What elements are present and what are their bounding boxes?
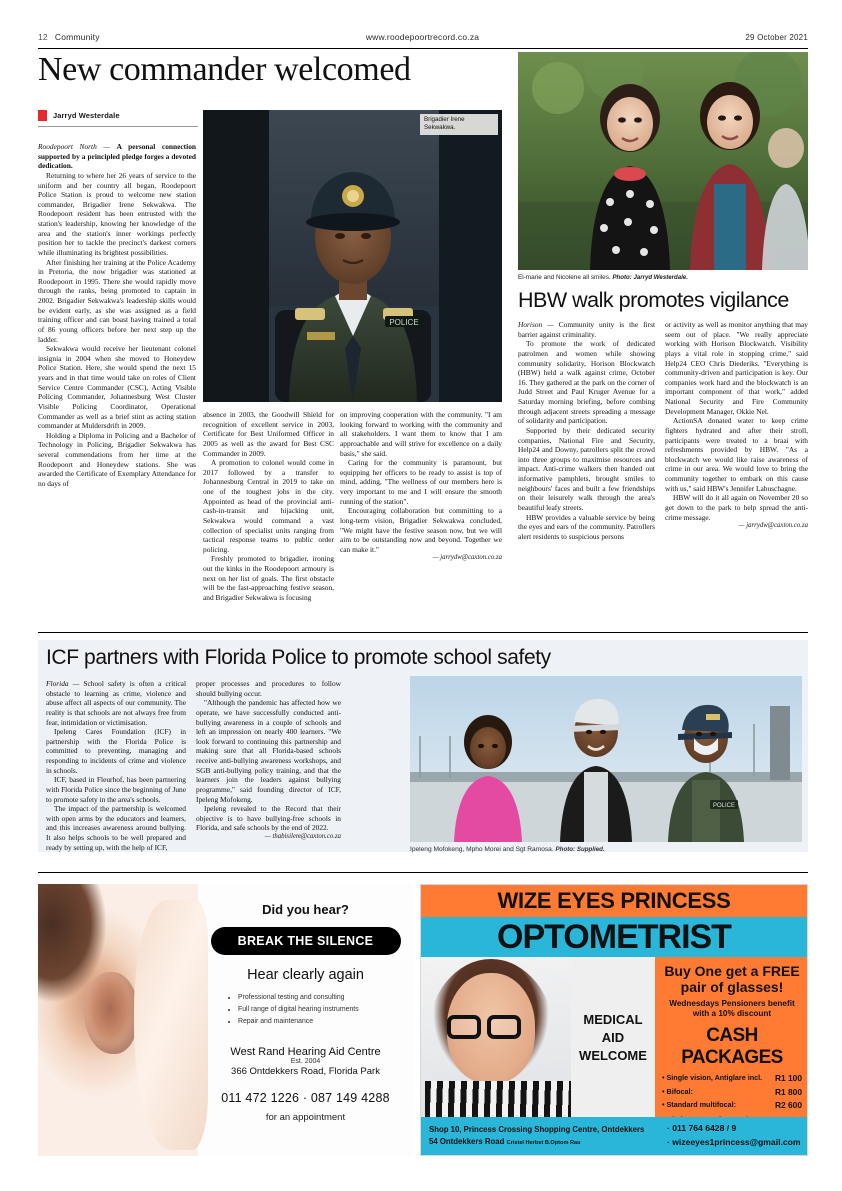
package-label: • Standard multifocal: <box>662 1100 736 1110</box>
byline <box>38 110 198 121</box>
article1-p1: Returning to where her 26 years of service to the uniform and her country all began, Roodepoort Police Station is proud to welcome new station commander, Brigadier Irene Sekwakwa. The Roodepoort resident has been entrusted with the station's leadership, knowing her knowledge of the area and the station's inner workings perfectly position her to tackle the precinct's darkest corners while illuminating its brightest possibilities. <box>38 170 196 257</box>
byline-divider <box>38 126 198 127</box>
article1-byline-block <box>38 110 198 127</box>
hearing-ad-headline: Did you hear? <box>262 902 349 917</box>
hbw-photo-caption-line <box>518 274 688 281</box>
article1-column-3 <box>340 410 502 563</box>
optometrist-footer <box>421 1117 807 1155</box>
hearing-aid-advertisement[interactable] <box>38 884 413 1156</box>
optometrist-address-line-2: 54 Ontdekkers Road <box>429 1137 505 1146</box>
icf-photo-credit: Photo: Supplied. <box>555 846 605 853</box>
article1-lede-bold: A personal connection supported by a principled pledge forges a devoted dedication. <box>38 142 196 171</box>
ear-shape <box>84 972 138 1054</box>
glasses-right-lens-icon <box>487 1015 521 1039</box>
svg-text:POLICE: POLICE <box>389 318 419 327</box>
icf-photo-caption: Ipeleng Mofokeng, Mpho Morei and Sgt Ramosa. <box>410 846 554 853</box>
list-item: • Professional testing and consulting <box>238 992 413 1004</box>
article2-p3: Supported by their dedicated security companies, National Fire and Security, Help24 and Downy, patrollers split the crowd into three groups to maximise resources and impact. Anti-crime walkers then handed out informative pamphlets, brought smiles to neighbours' faces and built a few friendships on their leisurely walk through the area's beautiful leafy streets. <box>518 425 655 512</box>
article3-p3: ICF, based in Fleurhof, has been partnering with Florida Police since the beginning of June to promote safety in the area's schools. <box>46 775 186 804</box>
optometrist-title-band: OPTOMETRIST <box>421 917 807 957</box>
optometrist-phone[interactable]: · 011 764 6428 / 9 <box>667 1123 737 1134</box>
article2-email[interactable]: — jarrydw@caxton.co.za <box>738 522 808 530</box>
article1-email[interactable]: — jarrydw@caxton.co.za <box>432 554 502 562</box>
offer-line-1: Buy One get a FREE <box>664 963 800 979</box>
package-price: R1 800 <box>774 1086 802 1097</box>
optometrist-brand-band: WIZE EYES PRINCESS <box>421 885 807 917</box>
optometrist-model-photo <box>421 957 571 1119</box>
article2-column-1 <box>518 320 655 541</box>
article3-p7: Ipeleng revealed to the Record that their objective is to have bullying-free schools in Florida, and safe schools by the end of 2022. <box>196 804 341 833</box>
brigadier-photo-caption: Brigadier Irene Sekwakwa. <box>420 114 498 135</box>
article2-p2: To promote the work of dedicated patrolmen and women while showing community solidarity, Horison Blockwatch (HBW) held a walk against crime, October 16. They gathered at the park on the corner of Judd Street and Paul Kruger Avenue for a Saturday morning briefing, before combing through adjacent streets spreading a message of solidarity and participation. <box>518 339 655 426</box>
section-divider-top <box>38 632 808 633</box>
hearing-established: Est. 2004 <box>290 1058 321 1066</box>
article3-p4: The impact of the partnership is welcomed with open arms by the educators and learners, and this increases awareness around bullying. It also helps schools to be well prepared and ready by setting up, with the help of ICF, <box>46 804 186 852</box>
article3-headline: ICF partners with Florida Police to promote school safety <box>46 646 551 669</box>
ear-photo <box>38 884 198 1156</box>
hearing-phone-numbers[interactable]: 011 472 1226 · 087 149 4288 <box>221 1091 390 1106</box>
publication-date: 29 October 2021 <box>745 33 808 42</box>
article2-p6: ActionSA donated water to keep crime fighters hydrated and after their stroll, participants were treated to a braai with refreshments provided by HBW. "As a blockwatch we would like raise awareness of crime in our area. We would love to bring the community together to embark on this cause with us," said HBW's Jennifer Labuschagne. <box>665 416 808 493</box>
medical-aid-panel <box>571 957 655 1119</box>
optometrist-contact-block <box>667 1122 807 1150</box>
offer-line-2: pair of glasses! <box>680 979 784 996</box>
article3-p1 <box>46 679 186 727</box>
article1-p7: Freshly promoted to brigadier, ironing out the kinks in the Roodepoort armoury is next on her list of goals. The first obstacle will be the fast-approaching festive season, and Brigadier Sekwakwa is focusing <box>203 554 334 602</box>
article2-p1 <box>518 320 655 339</box>
article3-place: Florida — <box>46 679 84 688</box>
byline-marker-icon <box>38 110 47 121</box>
masthead-left <box>38 32 100 42</box>
package-row <box>662 1072 802 1086</box>
hearing-ad-subhead: Hear clearly again <box>247 967 364 983</box>
break-the-silence-badge: BREAK THE SILENCE <box>211 927 401 955</box>
offer-headline <box>662 963 802 995</box>
website-url[interactable]: www.roodepoortrecord.co.za <box>365 32 480 42</box>
article2-p7: HBW will do it all again on November 20 so get down to the park to help spread the anti-crime message. <box>665 493 808 522</box>
article3-column-2 <box>196 679 341 842</box>
cash-packages-heading: CASH PACKAGES <box>681 1024 783 1068</box>
article3-p5: proper processes and procedures to follow should bullying occur. <box>196 679 341 698</box>
article1-p8: on improving cooperation with the community. "I am looking forward to working with the community and all stakeholders. I want them to know that I am approachable and will strive for excellence on a daily basis," she said. <box>340 410 502 458</box>
hbw-photo-graphic <box>518 52 808 270</box>
article1-p4: Holding a Diploma in Policing and a Bachelor of Technology in Policing, Brigadier Sekwakwa has several commendations from her time at the Roodepoort and Honeydew stations. She was awarded the Certificate of Exemplary Attendance for no days of <box>38 430 196 488</box>
hbw-photo <box>518 52 808 270</box>
hearing-ad-services-list <box>228 992 413 1028</box>
optometrist-address-line-1: Shop 10, Princess Crossing Shopping Centre, Ontdekkers <box>429 1124 645 1134</box>
masthead-divider <box>38 48 808 49</box>
masthead <box>38 32 808 48</box>
article1-p6: A promotion to colonel would come in 2017 followed by a transfer to Johannesburg Central in 2019 to take on one of the toughest jobs in the city. Appointed as head of the provincial anti-cash-in-transit and hijacking unit, Sekwakwa would command a vast collection of specialist units ranging from tactical response teams to public order policing. <box>203 458 334 554</box>
article2-p5: or activity as well as monitor anything that may seem out of place. "We really appreciate working with Horison Blockwatch. Visibility plays a vital role in stopping crime," said Help24 CEO Chris Diederiks. "Everything is community-driven and participation is key. Our companies work hard and the blockwatch is an important component of that work," added National Security and Fire Community Development Manager, Okkie Nel. <box>665 320 808 416</box>
article2-lede: Community unity is the first barrier against criminality. <box>518 320 656 339</box>
optometrist-address-block <box>421 1124 667 1148</box>
hbw-photo-caption: El-marie and Nicolene all smiles. <box>518 274 611 281</box>
article2-p4: HBW provides a valuable service by being the eyes and ears of the community. Patrollers alert residents to suspicious persons <box>518 512 655 541</box>
brigadier-photo-graphic <box>203 110 502 402</box>
package-row <box>662 1086 802 1100</box>
article1-p9: Caring for the community is paramount, but equipping her officers to be ready to assist is top of mind, adding, "The wellness of our members here is very important to me and I will ensure the smooth running of the station". <box>340 458 502 506</box>
article3-column-1 <box>46 679 186 852</box>
article3-email[interactable]: — thabisilem@caxton.co.za <box>264 833 341 840</box>
article3-lede: School safety is often a critical obstacle to learning as crime, violence and abuse affect all aspects of our community. The reality is that schools are not always free from fear, intimidation or victimisation. <box>46 679 186 727</box>
pensioner-line-2: with a 10% discount <box>692 1009 772 1019</box>
article2-headline: HBW walk promotes vigilance <box>518 288 789 312</box>
hearing-call-to-action: for an appointment <box>265 1112 346 1124</box>
byline-author: Jarryd Westerdale <box>53 111 120 120</box>
optometrist-address-line-2-row <box>429 1136 667 1148</box>
hand-shape <box>134 900 208 1150</box>
section-divider-bottom <box>38 872 808 873</box>
hearing-address: 366 Ontdekkers Road, Florida Park <box>231 1066 380 1078</box>
optometrist-practitioner-name: Cristel Herbst B.Optom Rau <box>506 1140 581 1146</box>
medical-aid-line-2: AID <box>601 1029 625 1045</box>
package-price: R2 600 <box>774 1100 802 1111</box>
brigadier-photo <box>203 110 502 402</box>
article1-p3: Sekwakwa would receive her lieutenant colonel insignia in 2004 when she moved to Honeydew Police Station. Here, she would spend the next 15 years and in that time would take on roles of Client Service Centre Commander (CSC), Acting Visible Policing Commander, Johannesburg West Cluster Visible Policing Coordinator, Operational Commander as well as a brief stint as acting station commander at Muldersdrift in 2009. <box>38 344 196 431</box>
article1-place: Roodepoort North — <box>38 142 117 151</box>
optometrist-offer-panel <box>655 957 808 1119</box>
icf-photo-caption-line <box>410 846 802 853</box>
model-striped-shirt <box>425 1081 571 1119</box>
package-row <box>662 1099 802 1113</box>
hearing-ad-body <box>198 884 413 1156</box>
icf-photo <box>410 676 802 842</box>
optometrist-advertisement[interactable] <box>420 884 808 1156</box>
article2-place: Horison — <box>518 320 559 329</box>
svg-text:POLICE: POLICE <box>712 803 736 809</box>
medical-aid-line-1: MEDICAL <box>583 1011 643 1027</box>
medical-aid-line-3: WELCOME <box>579 1048 647 1064</box>
package-price: R1 100 <box>774 1072 802 1083</box>
package-label: • Single vision, Antiglare incl. <box>662 1072 763 1082</box>
article1-p10: Encouraging collaboration but committing to a long-term vision, Brigadier Sekwakwa concluded, "We might have the festive season now, but we will aim to be outstanding now and beyond. Together we can make it." <box>340 506 502 554</box>
article2-column-2 <box>665 320 808 531</box>
pensioner-offer <box>662 999 802 1020</box>
cash-packages-list <box>662 1072 802 1114</box>
hbw-photo-credit: Photo: Jarryd Westerdale. <box>612 274 688 281</box>
icf-photo-graphic <box>410 676 802 842</box>
list-item: • Full range of digital hearing instruments <box>238 1004 413 1016</box>
package-label: • Bifocal: <box>662 1086 693 1096</box>
article1-column-2 <box>203 410 334 603</box>
article1-p5: absence in 2003, the Goodwill Shield for recognition of excellent service in 2003, Certificate for Best Uniformed Officer in 2005 as well as the award for Best CSC Commander in 2009. <box>203 410 334 458</box>
article1-lede <box>38 142 196 171</box>
article1-column-1 <box>38 142 196 489</box>
glasses-left-lens-icon <box>447 1015 481 1039</box>
list-item: • Repair and maintenance <box>238 1016 413 1028</box>
article1-p2: After finishing her training at the Police Academy in Pretoria, the now brigadier was stationed at Roodepoort in 1995. There she would rapidly move through the ranks, being promoted to captain in 2002. Brigadier Sekwakwa's leadership skills would be evident early, as she was assigned as a field training officer and can boast having trained a total of 86 young officers before her next step up the ladder. <box>38 257 196 344</box>
article1-headline: New commander welcomed <box>38 51 411 88</box>
hearing-business-name: West Rand Hearing Aid Centre <box>230 1046 381 1059</box>
pensioner-line-1: Wednesdays Pensioners benefit <box>669 999 795 1009</box>
optometrist-email[interactable]: · wizeeyes1princess@gmail.com <box>667 1137 801 1147</box>
article3-p2: Ipeleng Cares Foundation (ICF) in partnership with the Florida Police is committed to preventing, managing and responding to incidents of crime and violence in schools. <box>46 727 186 775</box>
article3-p6: "Although the pandemic has affected how we operate, we have successfully conducted anti-bullying awareness in a couple of schools and left an impression on nearly 400 learners. "We look forward to continuing this partnership and making sure that all Florida-based schools receive anti-bullying awareness workshops, and SGB anti-bullying policy training, and that the learners join the leaders against bullying programme," said founding director of ICF, Ipeleng Mofokeng. <box>196 698 341 804</box>
section-name: Community <box>54 32 100 42</box>
page-number: 12 <box>38 32 48 42</box>
